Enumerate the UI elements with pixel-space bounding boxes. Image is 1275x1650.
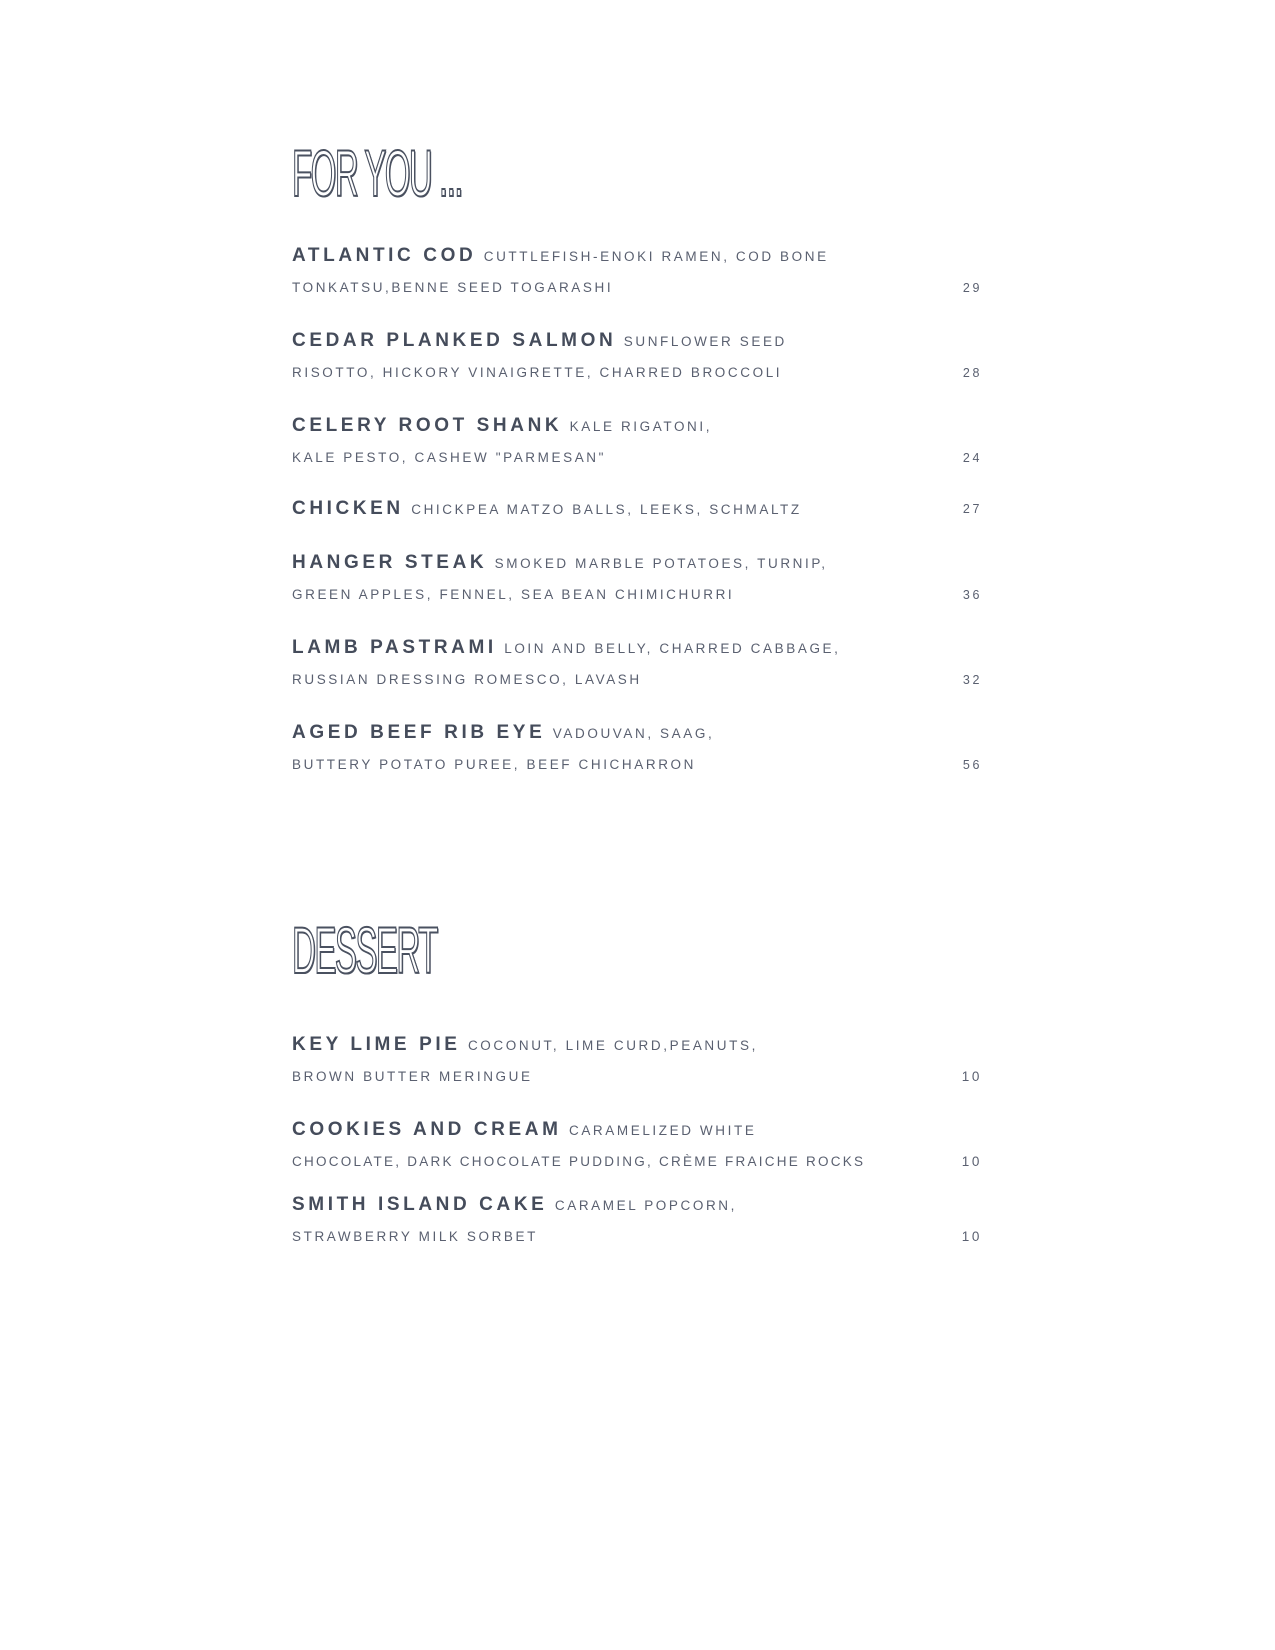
item-description: SUNFLOWER SEED: [623, 334, 787, 349]
item-price: 10: [961, 1154, 982, 1169]
item-description: CARAMELIZED WHITE: [568, 1123, 757, 1138]
item-description: KALE RIGATONI,: [569, 419, 713, 434]
menu-item-hanger-steak: [292, 547, 982, 611]
item-description: CARAMEL POPCORN,: [554, 1198, 737, 1213]
item-price: 10: [961, 1069, 982, 1084]
item-name: ATLANTIC COD: [292, 245, 477, 266]
item-name: COOKIES AND CREAM: [292, 1119, 562, 1140]
item-description: KALE PESTO, CASHEW "PARMESAN": [292, 450, 607, 465]
item-description: CHOCOLATE, DARK CHOCOLATE PUDDING, CRÈME FRAICHE ROCKS: [292, 1154, 866, 1169]
menu-item-smith-island-cake: [292, 1189, 982, 1253]
item-description: STRAWBERRY MILK SORBET: [292, 1229, 538, 1244]
item-description: RISOTTO, HICKORY VINAIGRETTE, CHARRED BROCCOLI: [292, 365, 783, 380]
item-price: 32: [962, 673, 982, 687]
item-description: BUTTERY POTATO PUREE, BEEF CHICHARRON: [292, 757, 696, 772]
item-description: CUTTLEFISH-ENOKI RAMEN, COD BONE: [483, 249, 829, 264]
item-price: 28: [962, 366, 982, 380]
item-name: LAMB PASTRAMI: [292, 637, 497, 658]
item-price: 29: [962, 281, 982, 295]
item-name: AGED BEEF RIB EYE: [292, 722, 546, 743]
menu-item-aged-beef-rib-eye: [292, 717, 982, 781]
item-name: KEY LIME PIE: [292, 1034, 461, 1055]
item-name: SMITH ISLAND CAKE: [292, 1194, 548, 1215]
item-description: CHICKPEA MATZO BALLS, LEEKS, SCHMALTZ: [411, 502, 802, 517]
item-name: HANGER STEAK: [292, 552, 488, 573]
item-price: 10: [961, 1229, 982, 1244]
section-title-dessert: DESSERT: [292, 913, 437, 987]
section-title-for-you: FOR YOU ...: [292, 136, 462, 210]
menu-item-cookies-and-cream: [292, 1114, 982, 1178]
item-name: CELERY ROOT SHANK: [292, 415, 563, 436]
item-description: RUSSIAN DRESSING ROMESCO, LAVASH: [292, 672, 642, 687]
item-price: 36: [962, 588, 982, 602]
item-description: COCONUT, LIME CURD,PEANUTS,: [467, 1038, 758, 1053]
item-price: 27: [962, 502, 982, 516]
item-price: 24: [962, 451, 982, 465]
menu-item-cedar-planked-salmon: [292, 325, 982, 389]
item-description: VADOUVAN, SAAG,: [552, 726, 715, 741]
menu-item-celery-root-shank: [292, 410, 982, 474]
item-description: LOIN AND BELLY, CHARRED CABBAGE,: [504, 641, 841, 656]
item-description: SMOKED MARBLE POTATOES, TURNIP,: [494, 556, 828, 571]
item-description: TONKATSU,BENNE SEED TOGARASHI: [292, 280, 614, 295]
menu-item-atlantic-cod: [292, 240, 982, 304]
menu-item-lamb-pastrami: [292, 632, 982, 696]
menu-item-key-lime-pie: [292, 1029, 982, 1093]
item-description: BROWN BUTTER MERINGUE: [292, 1069, 533, 1084]
menu-item-chicken: [292, 493, 982, 525]
item-name: CHICKEN: [292, 498, 404, 519]
item-price: 56: [962, 758, 982, 772]
item-description: GREEN APPLES, FENNEL, SEA BEAN CHIMICHURRI: [292, 587, 735, 602]
item-name: CEDAR PLANKED SALMON: [292, 330, 617, 351]
